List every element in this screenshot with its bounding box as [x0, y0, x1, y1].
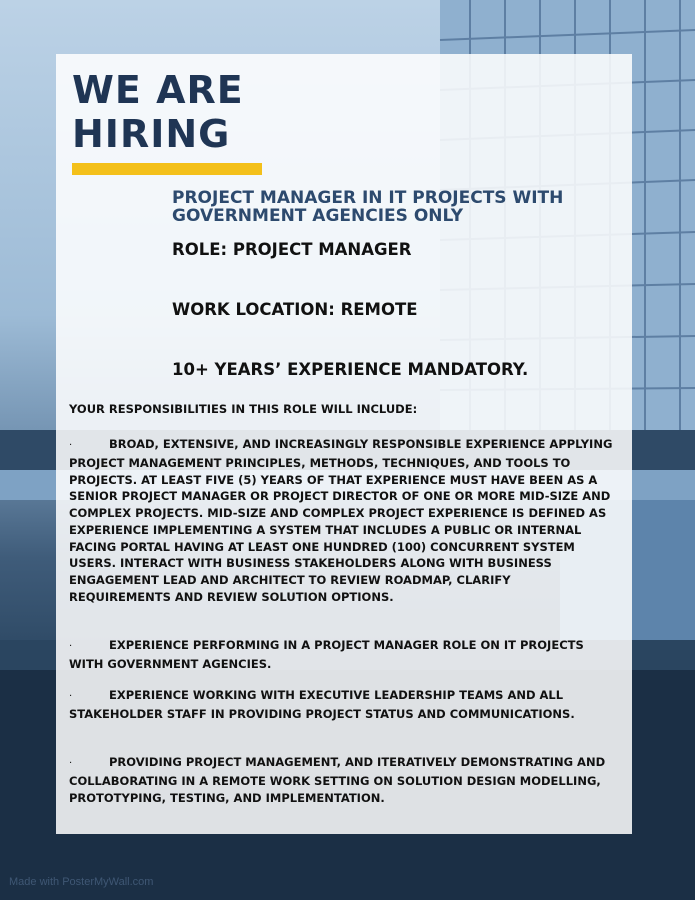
job-subtitle: PROJECT MANAGER IN IT PROJECTS WITH GOVERNMENT AGENCIES ONLY: [172, 188, 564, 226]
work-location-line: WORK LOCATION: REMOTE: [172, 300, 418, 319]
responsibility-text: BROAD, EXTENSIVE, AND INCREASINGLY RESPONSIBLE EXPERIENCE APPLYING PROJECT MANAGEMENT PRINCIPLES, METHODS, TECHNIQUES, AND TOOLS TO PROJECTS. AT LEAST FIVE (5) YEARS OF THAT EXPERIENCE MUST HAVE BEEN AS A SENIOR PROJECT MANAGER OR PROJECT DIRECTOR OF ONE OR MORE MID-SIZE AND COMPLEX PROJECTS. MID-SIZE AND COMPLEX PROJECT EXPERIENCE IS DEFINED AS EXPERIENCE IMPLEMENTING A SYSTEM THAT INCLUDES A PUBLIC OR INTERNAL FACING PORTAL HAVING AT LEAST ONE HUNDRED (100) CONCURRENT SYSTEM USERS. INTERACT WITH BUSINESS STAKEHOLDERS ALONG WITH BUSINESS ENGAGEMENT LEAD AND ARCHITECT TO REVIEW ROADMAP, CLARIFY REQUIREMENTS AND REVIEW SOLUTION OPTIONS.: [69, 437, 613, 604]
bullet-marker: ·: [69, 641, 73, 652]
bullet-marker: ·: [69, 691, 73, 702]
responsibility-item: [69, 687, 614, 723]
responsibility-item: [69, 436, 614, 606]
experience-requirement-line: 10+ YEARS’ EXPERIENCE MANDATORY.: [172, 360, 529, 379]
responsibility-item: [69, 637, 614, 673]
responsibility-text: EXPERIENCE WORKING WITH EXECUTIVE LEADERSHIP TEAMS AND ALL STAKEHOLDER STAFF IN PROVIDING PROJECT STATUS AND COMMUNICATIONS.: [69, 688, 575, 721]
responsibility-text: EXPERIENCE PERFORMING IN A PROJECT MANAGER ROLE ON IT PROJECTS WITH GOVERNMENT AGENCIES.: [69, 638, 584, 671]
responsibility-item: [69, 754, 614, 806]
bullet-marker: ·: [69, 440, 73, 451]
hiring-headline: WE ARE HIRING: [72, 68, 244, 156]
accent-underline-bar: [72, 163, 262, 175]
role-line: ROLE: PROJECT MANAGER: [172, 240, 412, 259]
postermywall-watermark: Made with PosterMyWall.com: [9, 876, 154, 888]
bullet-marker: ·: [69, 758, 73, 769]
responsibility-text: PROVIDING PROJECT MANAGEMENT, AND ITERATIVELY DEMONSTRATING AND COLLABORATING IN A REMOTE WORK SETTING ON SOLUTION DESIGN MODELLING, PROTOTYPING, TESTING, AND IMPLEMENTATION.: [69, 755, 606, 805]
responsibilities-heading: YOUR RESPONSIBILITIES IN THIS ROLE WILL INCLUDE:: [69, 402, 418, 416]
